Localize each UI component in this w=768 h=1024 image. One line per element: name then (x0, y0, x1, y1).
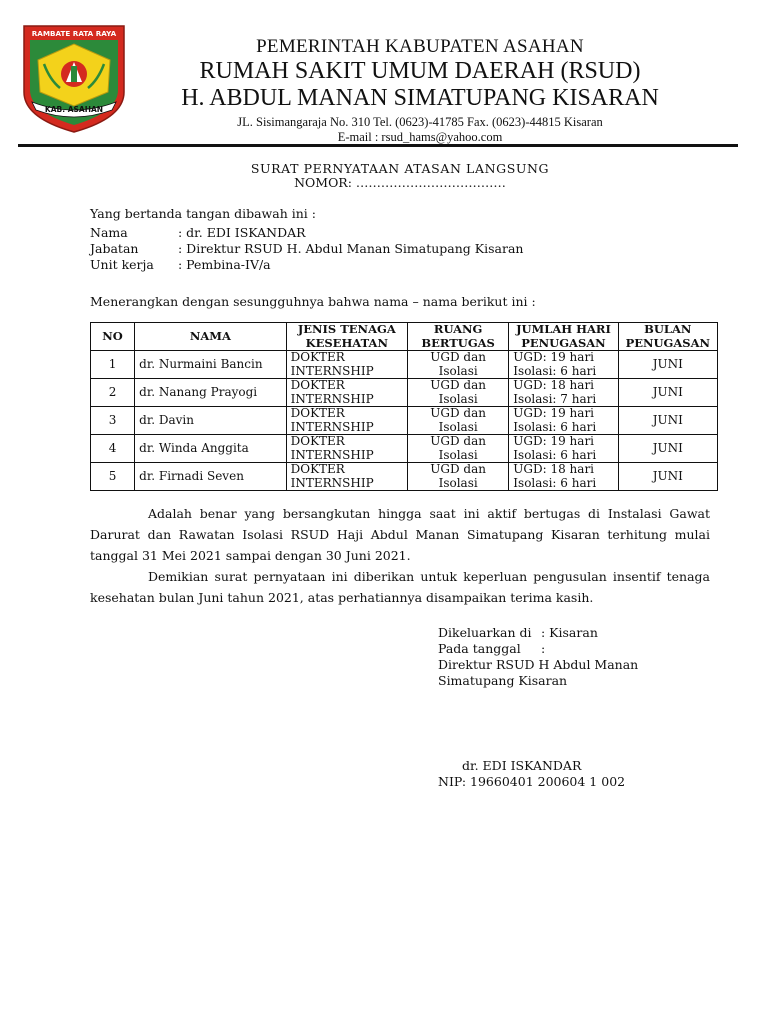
col-header-jumlah: JUMLAH HARI PENUGASAN (509, 323, 618, 351)
cell-bulan: JUNI (618, 463, 717, 491)
cell-nama: dr. Davin (135, 407, 286, 435)
issued-date-value: : (541, 641, 546, 656)
table-row (91, 351, 718, 379)
cell-ruang: UGD dan Isolasi (407, 463, 508, 491)
body-paragraph-1: Adalah benar yang bersangkutan hingga saat ini aktif bertugas di Instalasi Gawat Darurat dan Rawatan Isolasi RSUD Haji Abdul Manan Simatupang Kisaran terhitung mulai tanggal 31 Mei 2021 sampai dengan 30 Juni 2021. (90, 506, 710, 563)
cell-jenis: DOKTER INTERNSHIP (286, 463, 407, 491)
cell-ruang: UGD dan Isolasi (407, 435, 508, 463)
field-jabatan-value: : Direktur RSUD H. Abdul Manan Simatupang Kisaran (178, 241, 524, 256)
letterhead-hospital-type: RUMAH SAKIT UMUM DAERAH (RSUD) (199, 58, 641, 84)
table-header-row (91, 323, 718, 351)
personnel-table (90, 322, 718, 491)
table-row (91, 407, 718, 435)
letterhead-hospital-name: H. ABDUL MANAN SIMATUPANG KISARAN (181, 85, 659, 111)
cell-bulan: JUNI (618, 379, 717, 407)
cell-nama: dr. Winda Anggita (135, 435, 286, 463)
cell-jenis: DOKTER INTERNSHIP (286, 407, 407, 435)
col-header-bulan: BULAN PENUGASAN (618, 323, 717, 351)
cell-nama: dr. Nanang Prayogi (135, 379, 286, 407)
signer-nip: NIP: 19660401 200604 1 002 (438, 774, 626, 789)
letterhead-email: E-mail : rsud_hams@yahoo.com (337, 130, 503, 144)
body-paragraph-2: Demikian surat pernyataan ini diberikan untuk keperluan pengusulan insentif tenaga kesehatan bulan Juni tahun 2021, atas perhatiannya disampaikan terima kasih. (90, 569, 710, 605)
cell-nama: dr. Firnadi Seven (135, 463, 286, 491)
cell-no: 5 (91, 463, 135, 491)
signer-position-line1: Direktur RSUD H Abdul Manan (438, 657, 639, 672)
table-row (91, 379, 718, 407)
letter-number: NOMOR: ……………………………… (294, 175, 506, 190)
cell-ruang: UGD dan Isolasi (407, 407, 508, 435)
cell-jumlah: UGD: 19 hari Isolasi: 6 hari (509, 351, 618, 379)
col-header-ruang: RUANG BERTUGAS (407, 323, 508, 351)
intro-text: Yang bertanda tangan dibawah ini : (90, 206, 316, 221)
issued-at-label: Dikeluarkan di (438, 625, 532, 640)
cell-jumlah: UGD: 19 hari Isolasi: 6 hari (509, 407, 618, 435)
cell-ruang: UGD dan Isolasi (407, 351, 508, 379)
signer-name: dr. EDI ISKANDAR (462, 758, 582, 773)
field-unit-label: Unit kerja (90, 257, 154, 272)
cell-jenis: DOKTER INTERNSHIP (286, 435, 407, 463)
cell-jenis: DOKTER INTERNSHIP (286, 379, 407, 407)
col-header-nama: NAMA (135, 323, 286, 351)
statement-text: Menerangkan dengan sesungguhnya bahwa nama – nama berikut ini : (90, 294, 536, 309)
field-nama-value: : dr. EDI ISKANDAR (178, 225, 306, 240)
cell-nama: dr. Nurmaini Bancin (135, 351, 286, 379)
field-jabatan-label: Jabatan (90, 241, 139, 256)
letter-title: SURAT PERNYATAAN ATASAN LANGSUNG (250, 161, 550, 176)
cell-no: 4 (91, 435, 135, 463)
letterhead (130, 36, 710, 145)
cell-bulan: JUNI (618, 351, 717, 379)
signer-position-line2: Simatupang Kisaran (438, 673, 568, 688)
kabupaten-asahan-logo (20, 22, 128, 134)
cell-no: 3 (91, 407, 135, 435)
letterhead-divider (18, 144, 738, 147)
cell-jumlah: UGD: 18 hari Isolasi: 7 hari (509, 379, 618, 407)
field-nama-label: Nama (90, 225, 128, 240)
issued-at-value: : Kisaran (541, 625, 598, 640)
table-row (91, 435, 718, 463)
col-header-no: NO (91, 323, 135, 351)
cell-ruang: UGD dan Isolasi (407, 379, 508, 407)
cell-bulan: JUNI (618, 435, 717, 463)
cell-jumlah: UGD: 19 hari Isolasi: 6 hari (509, 435, 618, 463)
field-unit-value: : Pembina-IV/a (178, 257, 271, 272)
col-header-jenis: JENIS TENAGA KESEHATAN (286, 323, 407, 351)
cell-jenis: DOKTER INTERNSHIP (286, 351, 407, 379)
issued-date-label: Pada tanggal (438, 641, 521, 656)
cell-no: 2 (91, 379, 135, 407)
table-row (91, 463, 718, 491)
logo-banner-text: RAMBATE RATA RAYA (31, 29, 117, 38)
cell-bulan: JUNI (618, 407, 717, 435)
cell-no: 1 (91, 351, 135, 379)
letterhead-address: JL. Sisimangaraja No. 310 Tel. (0623)-41785 Fax. (0623)-44815 Kisaran (237, 115, 603, 129)
cell-jumlah: UGD: 18 hari Isolasi: 6 hari (509, 463, 618, 491)
logo-ribbon-text: KAB. ASAHAN (44, 105, 104, 114)
letterhead-government: PEMERINTAH KABUPATEN ASAHAN (256, 36, 584, 57)
